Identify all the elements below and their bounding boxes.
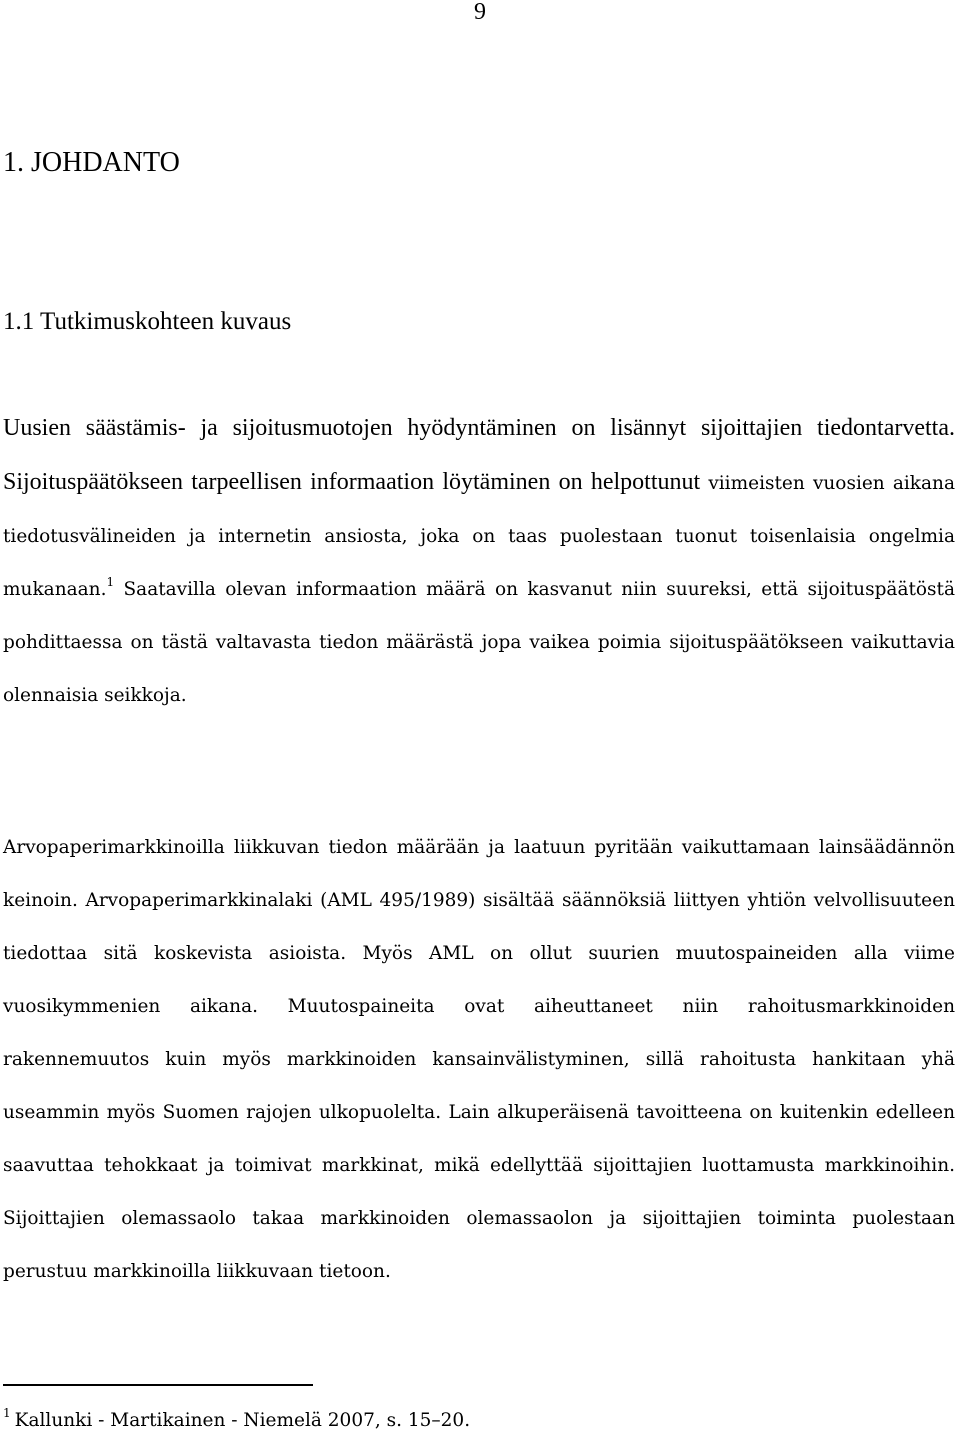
paragraph-2: Arvopaperimarkkinoilla liikkuvan tiedon määrään ja laatuun pyritään vaikuttamaan lainsäädännön keinoin. Arvopaperimarkkinalaki (AML 495/1989) sisältää säännöksiä liittyen yhtiön velvollisuuteen tiedottaa sitä koskevista asioista. Myös AML on ollut suurien muutospaineiden alla viime vuosikymmenien aikana. Muutospaineita ovat aiheuttaneet niin rahoitusmarkkinoiden rakennemuutos kuin myös markkinoiden kansainvälistyminen, sillä rahoitusta hankitaan yhä useammin myös Suomen rajojen ulkopuolelta. Lain alkuperäisenä tavoitteena on kuitenkin edelleen saavuttaa tehokkaat ja toimivat markkinat, mikä edellyttää sijoittajien luottamusta markkinoihin. Sijoittajien olemassaolo takaa markkinoiden olemassaolon ja sijoittajien toiminta puolestaan perustuu markkinoilla liikkuvaan tietoon. (3, 837, 955, 1282)
footnote-marker: 1 (3, 1406, 11, 1420)
paragraph-1-rest: viimeisten vuosien aikana tiedotusvälineiden ja internetin ansiosta, joka on taas puolestaan tuonut toisenlaisia ongelmia mukanaan. (3, 473, 955, 600)
page-number: 9 (474, 0, 486, 25)
chapter-heading: 1. JOHDANTO (3, 147, 180, 178)
footnote-text: Kallunki - Martikainen - Niemelä 2007, s. 15–20. (14, 1410, 471, 1431)
paragraph-1-lead: Uusien säästämis- ja sijoitusmuotojen hyödyntäminen on lisännyt sijoittajien tiedontarvetta. Sijoituspäätökseen tarpeellisen informaation löytäminen on helpottunut (3, 415, 955, 495)
footnote-separator (3, 1384, 313, 1386)
paragraph-1-tail: Saatavilla olevan informaation määrä on kasvanut niin suureksi, että sijoituspäätöstä pohdittaessa on tästä valtavasta tiedon määrästä jopa vaikea poimia sijoituspäätökseen vaikuttavia olennaisia seikkoja. (3, 579, 955, 706)
paragraph-1 (3, 402, 955, 722)
section-heading: 1.1 Tutkimuskohteen kuvaus (3, 308, 292, 335)
footnote-reference[interactable]: 1 (106, 575, 115, 589)
footnote-1 (3, 1408, 470, 1434)
